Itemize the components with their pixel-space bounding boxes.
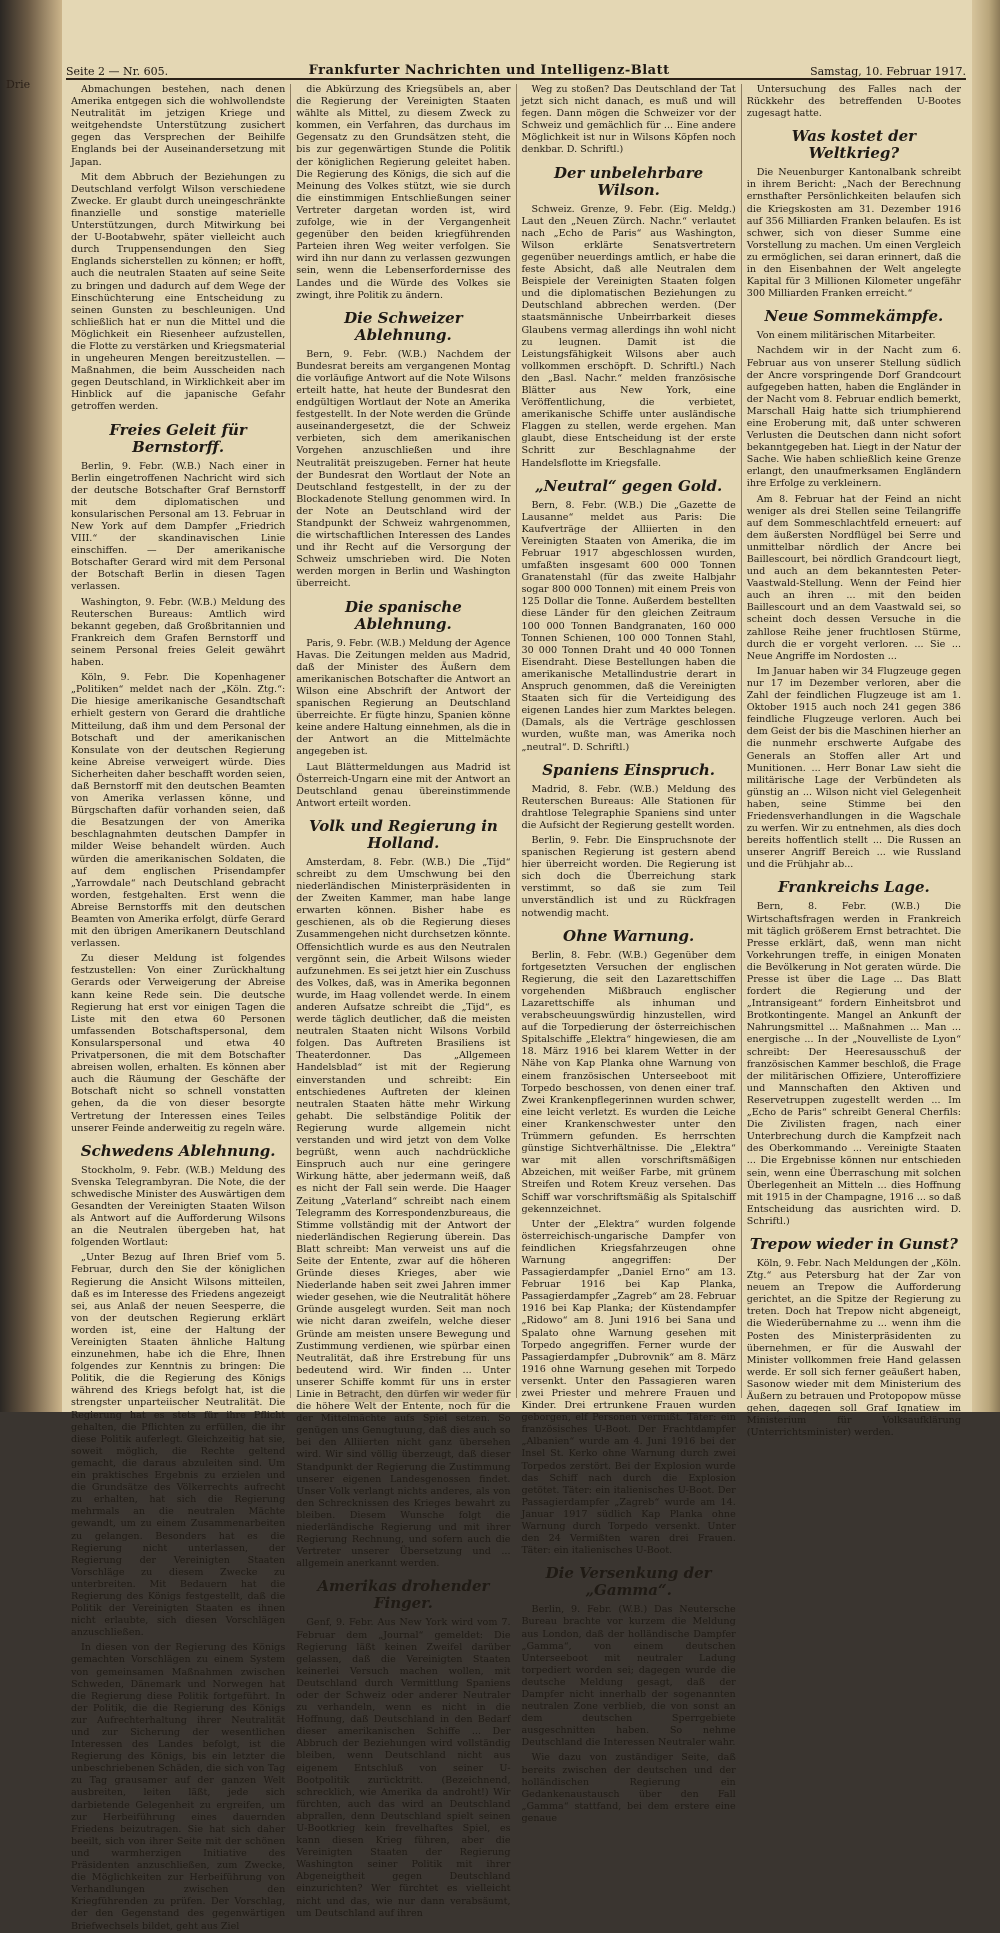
article-paragraph: Von einem militärischen Mitarbeiter. (756, 330, 936, 342)
article-paragraph: Berlin, 9. Febr. (W.B.) Das Neutersche Bureau brachte vor kurzem die Meldung aus London, daß der holländische Dampfer „Gamma“, von einem deutschen Unterseeboot mit neutraler Ladung torpediert worden sei; dagegen wurde die deutsche Meldung gesagt, daß der Dampfer nicht innerhalb der sogenannten neutralen Zone verblieb, die von sonst an dem deutschen Sperrgebiete ausgeschnitten haben. So nehme Deutschland die Interessen Neutraler wahr. (521, 1604, 736, 1749)
article-paragraph: Berlin, 9. Febr. Die Einspruchsnote der spanischen Regierung ist gestern abend hier überreicht worden. Die Regierung ist sich doch die Überreichung stark verstimmt, so daß sie zum Teil unverständlich ist und zu Rückfragen notwendig macht. (521, 834, 736, 919)
next-page-edge (972, 0, 1000, 1412)
article-headline: Die spanische Ablehnung. (344, 597, 462, 633)
article-paragraph: Zu dieser Meldung ist folgendes festzustellen: Von einer Zurückhaltung Gerards oder Verweigerung der Abreise kann keine Rede sein. Die deutsche Regierung hat erst vor einigen Tagen die Liste mit den etwa 60 Personen umfassenden Botschaftspersonal, dem Konsularspersonal und etwa 40 Privatpersonen, die mit dem Botschafter abreisen wollen, erhalten. Es können aber auch die Räumung der Geschäfte der Botschaft nicht so schnell vonstatten gehen, da die von dieser besorgte Vertretung der Interessen eines Teiles unserer Feinde anderweitig zu regeln wäre. (71, 953, 286, 1134)
article-paragraph: „Unter Bezug auf Ihren Brief vom 5. Februar, durch den Sie der königlichen Regierung die Ansicht Wilsons mitteilen, daß es im Interesse des Friedens angezeigt sei, aus Anlaß der neuen Seesperre, die von der deutschen Regierung erklärt worden ist, eine der Haltung der Vereinigten Staaten ähnliche Haltung einzunehmen, habe ich die Ehre, Ihnen folgendes zur Kenntnis zu bringen: Die Politik, die die Regierung des Königs während des Kriegs befolgt hat, ist die strengster unparteiischer Neutralität. Die Regierung hat es stets für ihre Pflicht gehalten, die Pflichten zu erfüllen, die ihr diese Politik auferlegt. Gleichzeitig hat sie, soweit möglich, die Rechte geltend gemacht, die daraus abzuleiten sind. Um ein praktisches Ergebnis zu erzielen und die Grundsätze des Völkerrechts aufrecht zu erhalten, hat sich die Regierung mehrmals an die neutralen Mächte gewandt, um zu einem Zusammenarbeiten zu gelangen. Besonders hat es die Regierung nicht unterlassen, der Regierung der Vereinigten Staaten Vorschläge zu diesem Zwecke zu unterbreiten. Mit Bedauern hat die Regierung des Königs festgestellt, daß die Politik der Vereinigten Staaten es ihnen nicht erlaubte, sich diesen Vorschlägen anzuschließen. (71, 1252, 286, 1639)
article-paragraph: Bern, 8. Febr. (W.B.) Die Wirtschaftsfragen werden in Frankreich mit täglich größerem Ernst betrachtet. Die Presse erklärt, daß, wenn man nicht Vorkehrungen treffe, in einigen Monaten die Bevölkerung in Not geraten würde. Die Presse ist über die Lage ... Das Blatt fordert die Regierung und der „Intransigeant“ fordern Einheitsbrot und Brotkontingente. Mangel an Ankunft der Nahrungsmittel ... Maßnahmen ... Man ... energische ... In der „Nouvelliste de Lyon“ schreibt: Der Heeresausschuß der französischen Kammer beschloß, die Frage der militärischen Offiziere, Unteroffiziere und Mannschaften den Aktiven und Reservetruppen zugestellt werden ... Im „Echo de Paris“ schreibt General Cherfils: Die Zivilisten fragen, nach einer Unterbrechung durch die Kampfzeit nach des Oberkommando ... Vereinigte Staaten ... Die Ergebnisse können nur entschieden sein, wenn eine Überraschung mit solchen Überlegenheit an Mitteln ... dies Hoffnung mit 1915 in der Champagne, 1916 ... so daß Entscheidung das ausrichten wird. D. Schriftl.) (746, 901, 962, 1227)
article-paragraph: Weg zu stoßen? Das Deutschland der Tat jetzt sich nicht danach, es muß und will fegen. Dann mögen die Schweizer vor der Schweiz und gemächlich für ... Eine andere Möglichkeit ist nur in Wilsons Köpfen noch denkbar. D. Schriftl.) (521, 84, 736, 156)
issue-date: Samstag, 10. Februar 1917. (810, 65, 966, 78)
article-headline: Schwedens Ablehnung. (80, 1141, 276, 1160)
column-3 (517, 84, 742, 1824)
paper-stain (342, 1390, 502, 1402)
page-header (66, 56, 966, 80)
article-paragraph: In diesen von der Regierung des Königs gemachten Vorschlägen zu einem System von gemeinsamen Maßnahmen zwischen Schweden, Dänemark und Norwegen hat die Regierung diese Politik fortgeführt. In der Politik, die die Regierung des Königs zur Aufrechterhaltung ihrer Neutralität und zur Sicherung der wesentlichen Interessen des Landes befolgt, ist die Regierung des Königs, bis ein letzter die unbeschriebenen Schäden, die sich von Tag zu Tag grausamer auf der ganzen Welt ausbreiten, leiten läßt, jede sich darbietende Gelegenheit zu ergreifen, um zur Herbeiführung eines dauernden Friedens beizutragen. Sie hat sich daher beeilt, sich von ihrer Seite mit der schönen und warmherzigen Initiative des Präsidenten anzuschließen, zum Zwecke, die Möglichkeiten zur Herbeiführung von Verhandlungen zwischen den Kriegführenden zu prüfen. Der Vorschlag, der den Gegenstand des gegenwärtigen Briefwechsels bildet, geht aus Ziel (71, 1642, 286, 1932)
newspaper-page (62, 0, 972, 1932)
article-paragraph: Mit dem Abbruch der Beziehungen zu Deutschland verfolgt Wilson verschiedene Zwecke. Er glaubt durch uneingeschränkte finanzielle und sonstige materielle Unterstützungen, durch Mitwirkung bei der U-Bootabwehr, später vielleicht auch durch Truppensendungen den Sieg Englands sicherstellen zu können; er hofft, auch die neutralen Staaten auf seine Seite zu bringen und dadurch auf dem Wege der Einschüchterung eine Entscheidung zu seinen Gunsten zu beschleunigen. Und schließlich hat er nun die Mittel und die Möglichkeit ein Riesenheer aufzustellen, die Flotte zu verstärken und Kriegsmaterial in ungeheuren Mengen bereitzustellen. — Maßnahmen, die beim Ausscheiden nach gegen Deutschland, in Wirklichkeit aber im Hinblick auf die japanische Gefahr getroffen werden. (71, 171, 286, 413)
article-paragraph: Stockholm, 9. Febr. (W.B.) Meldung des Svenska Telegrambyran. Die Note, die der schwedische Minister des Auswärtigen dem Gesandten der Vereinigten Staaten Wilson als Antwort auf die Aufforderung Wilsons an die Neutralen übergeben hat, hat folgenden Wortlaut: (71, 1164, 286, 1249)
article-headline: Trepow wieder in Gunst? (749, 1234, 958, 1253)
masthead-title: Frankfurter Nachrichten und Intelligenz-Blatt (308, 63, 670, 78)
article-headline: Frankreichs Lage. (778, 878, 930, 897)
article-paragraph: Untersuchung des Falles nach der Rückkehr des betreffenden U-Bootes zugesagt hatte. (746, 84, 961, 120)
page-number: Seite 2 — Nr. 605. (66, 65, 169, 78)
article-headline: Die Versenkung der „Gamma“. (545, 1564, 712, 1600)
article-paragraph: Schweiz. Grenze, 9. Febr. (Eig. Meldg.) Laut den „Neuen Zürch. Nachr.“ verlautet nach „Echo de Paris“ aus Washington, Wilson erklärte Senatsvertretern gegenüber neuerdings amtlich, er habe die feste Absicht, daß alle Neutralen dem Beispiele der Vereinigten Staaten folgen und die diplomatischen Beziehungen zu Deutschland abbrechen werden. (Der staatsmännische Unbeirrbarkeit dieses Glaubens vermag allerdings ihn wohl nicht zu leugnen. Damit ist die Leistungsfähigkeit Wilsons aber auch vollkommen erschöpft. D. Schriftl.) Nach den „Basl. Nachr.“ melden französische Blätter aus New York, eine Veröffentlichung, die verbietet, amerikanische Schiffe unter ausländische Flaggen zu stellen, werde ergehen. Man glaubt, diese Entscheidung ist der erste Schritt zur Beschlagnahme der Handelsflotte im Kriegsfalle. (521, 203, 736, 469)
article-paragraph: Madrid, 8. Febr. (W.B.) Meldung des Reuterschen Bureaus: Alle Stationen für drahtlose Telegraphie Spaniens sind unter die Aufsicht der Regierung gestellt worden. (521, 783, 736, 831)
article-paragraph: Washington, 9. Febr. (W.B.) Meldung des Reuterschen Bureaus: Amtlich wird bekannt gegeben, daß Großbritannien und Frankreich dem Grafen Bernstorff und seinem Personal freies Geleit gewährt haben. (71, 596, 286, 669)
article-paragraph: Am 8. Februar hat der Feind an nicht weniger als drei Stellen seine Teilangriffe auf dem Sommeschlachtfeld erneuert: auf dem äußersten Nordflügel bei Serre und unmittelbar nördlich der Ancre bei Baillescourt, bei nördlich Grandcourt liegt, und auch an dem bekanntesten Peter-Vaastwald-Stellung. Wenn der Feind hier auch an ihren ... mit den beiden Baillescourt und an dem Vaastwald sei, so scheint doch dessen Versuche in die zahllose Reihe jener fruchtlosen Stürme, durch die er vorgeht verloren. ... Sie ... Neue Angriffe im Nordosten ... (746, 493, 961, 662)
article-headline: Spaniens Einspruch. (542, 760, 716, 779)
article-headline: „Neutral“ gegen Gold. (534, 476, 723, 495)
article-paragraph: Laut Blättermeldungen aus Madrid ist Österreich-Ungarn eine mit der Antwort an Deutschland genau übereinstimmende Antwort erteilt worden. (296, 761, 511, 809)
article-paragraph: Berlin, 9. Febr. (W.B.) Nach einer in Berlin eingetroffenen Nachricht wird sich der deutsche Botschafter Graf Bernstorff mit dem diplomatischen und konsularischen Personal am 13. Februar in New York auf dem Dampfer „Friedrich VIII.“ der skandinavischen Linie einschiffen. — Der amerikanische Botschafter Gerard wird mit dem Personal der Botschaft Berlin in diesen Tagen verlassen. (71, 460, 286, 593)
column-4 (742, 84, 966, 1439)
article-paragraph: Köln, 9. Febr. Die Kopenhagener „Politiken“ meldet nach der „Köln. Ztg.“: Die hiesige amerikanische Gesandtschaft erhielt gestern von Gerard die drahtliche Mitteilung, daß ihm und dem Personal der Botschaft und der amerikanischen Konsulate von der deutschen Regierung keine Abreise verweigert würde. Dies Sicherheiten daher beschafft worden seien, daß Bernstorff mit den deutschen Beamten von Amerika verlassen könne, und Bürgschaften dafür vorhanden seien, daß die Besatzungen der von Amerika beschlagnahmten deutschen Dampfer in milder Weise behandelt würden. Auch würden die amerikanischen Soldaten, die auf dem englischen Prisendampfer „Yarrowdale“ nach Deutschland gebracht worden, festgehalten. Erst wenn die Abreise Bernstorffs mit den deutschen Beamten von Amerika erfolgt, dürfe Gerard mit den übrigen Amerikanern Deutschland verlassen. (71, 672, 286, 950)
column-2 (291, 84, 516, 1919)
article-paragraph: die Abkürzung des Kriegsübels an, aber die Regierung der Vereinigten Staaten wählte als Mittel, zu diesem Zweck zu kommen, ein Verfahren, das durchaus im Gegensatz zu den Grundsätzen steht, die bis zur gegenwärtigen Stunde die Politik der königlichen Regierung geleitet haben. Die Regierung des Königs, die sich auf die Meinung des Volkes stützt, wie sie durch die einstimmigen Entschließungen seiner Vertreter dargetan worden ist, wird zufolge, wie in der Vergangenheit gegenüber den beiden kriegführenden Parteien ihren Weg weiter verfolgen. Sie wird ihn nur dann zu verlassen gezwungen sein, wenn die Lebenserfordernisse des Landes und die Würde des Volkes sie zwingt, ihre Politik zu ändern. (296, 84, 511, 301)
article-headline: Neue Sommekämpfe. (764, 307, 944, 326)
article-paragraph: Nachdem wir in der Nacht zum 6. Februar aus von unserer Stellung südlich der Ancre vorspringende Dorf Grandcourt aufgegeben hatten, haben die Engländer in der Nacht vom 8. Februar endlich bemerkt, Marschall Haig hatte sich triumphierend eine Eroberung mit, daß unter schweren Verlusten die Deutschen dann nicht sofort bekanntgegeben hat. Liegt in der Natur der Sache. Wie haben schließlich keine Grenze erlangt, den unaufmerksamen Engländern ihre Erfolge zu verkleinern. (746, 345, 961, 490)
column-1 (66, 84, 291, 1932)
article-paragraph: Im Januar haben wir 34 Flugzeuge gegen nur 17 im Dezember verloren, aber die Zahl der feindlichen Flugzeuge ist am 1. Oktober 1915 auch noch 241 gegen 386 feindliche Flugzeuge verloren. Auch bei dem Geist der bis die Maschinen hierher an die nunmehr erschwerte Aufgabe des Generals an Stoffen aller Art und Munitionen. ... Herr Bonar Law sieht die militärische Lage der Verbündeten als günstig an ... Wilson nicht viel Gelegenheit haben, seine Stimme bei den Friedensverhandlungen in die Wagschale zu werfen. Wir zu entnehmen, als dies doch bereits hoffentlich stellt ... Die Russen an unserer Angriff Bereich ... wie Russland und die Frühjahr ab... (746, 665, 961, 871)
article-headline: Der unbelehrbare Wilson. (554, 163, 704, 199)
article-paragraph: Paris, 9. Febr. (W.B.) Meldung der Agence Havas. Die Zeitungen melden aus Madrid, daß der Minister des Äußern dem amerikanischen Botschafter die Antwort an Wilson eine Abschrift der Antwort der spanischen Regierung an Deutschland überreichte. Er fügte hinzu, Spanien könne keine andere Haltung einnehmen, als die in der Antwort an die Mittelmächte angegeben ist. (296, 637, 511, 758)
article-headline: Was kostet der Weltkrieg? (791, 127, 917, 163)
article-paragraph: Amsterdam, 8. Febr. (W.B.) Die „Tijd“ schreibt zu dem Umschwung bei den niederländischen Ministerpräsidenten in der Zweiten Kammer, man habe lange erwarten können. Bisher habe es geschienen, als ob die Regierung dieses Zusammengehen nicht durchsetzen könnte. Offensichtlich wurde es aus den Neutralen vergönnt sein, die Arbeit Wilsons wieder aufzunehmen. Es sei jetzt hier ein Zuschuss des Volkes, daß, was in Amerika begonnen wurde, im Haag vollendet werde. In einem anderen Aufsatze schreibt die „Tijd“, es werde täglich deutlicher, daß die meisten neutralen Staaten nicht Wilsons Vorbild folgen. Das Auftreten Brasiliens ist Theaterdonner. Das „Allgemeen Handelsblad“ ist mit der Regierung einverstanden und schreibt: Ein entschiedenes Auftreten der kleinen neutralen Staaten hätte mehr Wirkung gehabt. Die selbständige Politik der Regierung wurde allgemein nicht verstanden und wird jetzt von dem Volke begrüßt, wenn auch nachdrückliche Einspruch auch nur eine geringere Wirkung hätte, aber jedermann weiß, daß es nicht der Fall sein werde. Die Haager Zeitung „Vaterland“ schreibt nach einem Telegramm des Korrespondenzbureaus, die Stimme vollständig mit der Antwort der niederländischen Regierung überein. Das Blatt schreibt: Man verweist uns auf die Seite der Entente, zwar auf die höheren Gründe dieses Krieges, aber wie Niederlande haben seit zwei Jahren immer wieder gesehen, wie die Neutralität höhere Gründe ausgelegt wurden. Seit man noch wie nicht daran zweifeln, welche dieser Gründe am meisten unsere Bewegung und Zustimmung verdienen, wie spürbar einen Neutralität, daß ihre Erstrebung für uns bedeutend wird. Wir finden ... Unter unserer Schiffe kommt für uns in erster Linie in Betracht, den dürfen wir weder für die höhere Welt der Entente, noch für die der Mittelmächte aufs Spiel setzen. So genügen uns Genugtuung, daß dies auch so bei den Alliierten nicht ganz übersehen wird. Wir sind völlig überzeugt, daß dieser Standpunkt der Regierung die Zustimmung unserer eigenen Landesgenossen findet. Unser Volk verlangt nichts anderes, als von den Schrecknissen des Krieges bewahrt zu bleiben. Diesem Wunsche folgt die niederländische Regierung und mit ihrer Regierung Rechnung, und sofern auch die Vertreter unserer Übersetzung und ... allgemein anerkannt werden. (296, 856, 511, 1570)
spine-fragment: Drie (6, 78, 31, 91)
article-headline: Amerikas drohender Finger. (317, 1577, 490, 1613)
article-paragraph: Bern, 8. Febr. (W.B.) Die „Gazette de Lausanne“ meldet aus Paris: Die Kaufverträge der Alliierten in den Vereinigten Staaten von Amerika, die im Februar 1917 abgeschlossen wurden, umfaßten insgesamt 600 000 Tonnen Granatenstahl (für das zweite Halbjahr sogar 800 000 Tonnen) mit einem Preis von 125 Dollar die Tonne. Außerdem bestellten diese Länder für den gleichen Zeitraum 100 000 Tonnen Bandgranaten, 160 000 Tonnen Schienen, 100 000 Tonnen Stahl, 30 000 Tonnen Draht und 40 000 Tonnen Eisendraht. Diese Bestellungen haben die amerikanische Metallindustrie derart in Anspruch genommen, daß die Vereinigten Staaten sich für die Verteidigung des eigenen Landes hier zum Marktes belegen. (Damals, als die Verträge geschlossen wurden, wußte man, was Amerika noch „neutral“. D. Schriftl.) (521, 499, 736, 753)
article-headline: Freies Geleit für Bernstorff. (109, 420, 247, 456)
article-paragraph: Unter der „Elektra“ wurden folgende österreichisch-ungarische Dampfer von feindlichen Kriegsfahrzeugen ohne Warnung angegriffen: Der Passagierdampfer „Daniel Erno“ am 13. Februar 1916 bei Kap Planka, Passagierdampfer „Zagreb“ am 28. Februar 1916 bei Kap Planka; der Küstendampfer „Ridowo“ am 8. Juni 1916 bei Sana und Spalato ohne Warnung gesehen mit Torpedo angegriffen. Ferner wurde der Passagierdampfer „Dubrovnik“ am 8. März 1916 ohne Warnung gesehen mit Torpedo versenkt. Unter den Passagieren waren zwei Priester und mehrere Frauen und Kinder. Drei ertrunkene Frauen wurden geborgen, elf Personen vermißt. Täter: ein französisches U-Boot. Der Frachtdampfer „Albanien“ wurde am 4. Juni 1916 bei der Insel St. Kerko ohne Warnung durch zwei Torpedos zerstört. Bei der Explosion wurde das Schiff nach durch die Explosion getötet. Täter: ein italienisches U-Boot. Der Passagierdampfer „Zagreb“ wurde am 14. Januar 1917 südlich Kap Planka ohne Warnung durch Torpedo versenkt. Unter den 24 Vermißten waren drei Frauen. Täter: ein italienisches U-Boot. (521, 1218, 736, 1557)
article-headline: Ohne Warnung. (563, 926, 695, 945)
article-columns (66, 84, 966, 1932)
article-paragraph: Wie dazu von zuständiger Seite, daß bereits zwischen der deutschen und der holländischen Regierung ein Gedankenaustausch über den Fall „Gamma“ stattfand, bei dem erstere eine genaue (521, 1752, 736, 1824)
article-paragraph: Genf, 9. Febr. Aus New York wird vom 7. Februar dem „Journal“ gemeldet: Die Regierung läßt keinen Zweifel darüber gelassen, daß die Vereinigten Staaten keinerlei Versuch machen wollen, mit Deutschland durch Vermittlung Spaniens oder der Schweiz oder anderer Neutraler zu verhandeln, wenn es nicht in die Hoffnung, daß Deutschland in den Bedarf dieser amerikanischen Schiffe ... Der Abbruch der Beziehungen wird vollständig bleiben, wenn Deutschland nicht aus eigenem Entschluß von seiner U-Bootpolitik zurücktritt. (Bezeichnend, schrecklich, wie Amerika da androht!) Wir fürchten, auch das wird an Deutschland abprallen, denn Deutschland spielt seinen U-Bootkrieg kein frevelhaftes Spiel, es kann diesen Krieg führen, aber die Vereinigten Staaten der Regierung Washington seiner Politik mit ihrer Abgeneigtheit gegen Deutschland einzurichten? Wer fürchtet es vielleicht nicht und das, wie nur dann verabsäumt, um Deutschland auf ihren (296, 1617, 511, 1919)
article-paragraph: Berlin, 8. Febr. (W.B.) Gegenüber dem fortgesetzten Versuchen der englischen Regierung, die seit den Lazarettschiffen vorgehenden Mißbrauch englischer Lazarettschiffe als inhuman und verabscheuungswürdig hinzustellen, wird auf die Torpedierung der österreichischen Spitalschiffe „Elektra“ hingewiesen, die am 18. März 1916 bei klarem Wetter in der Nähe von Kap Planka ohne Warnung von einem französischen Unterseeboot mit Torpedo beschossen, von denen einer traf. Zwei Krankenpflegerinnen wurden schwer, eine leicht verletzt. Es wurden die Leiche einer Krankenschwester unter den Trümmern gefunden. Es herrschten günstige Sichtverhältnisse. Die „Elektra“ war mit allen vorschriftsmäßigen Abzeichen, mit weißer Farbe, mit grünem Streifen und Rotem Kreuz versehen. Das Schiff war vorschriftsmäßig als Spitalschiff gekennzeichnet. (521, 949, 736, 1215)
article-paragraph: Abmachungen bestehen, nach denen Amerika entgegen sich die wohlwollendste Neutralität im jetzigen Kriege und weitgehendste Unterstützung zusichert gegen das Versprechen der Beihilfe Englands bei der Auseinandersetzung mit Japan. (71, 84, 286, 168)
article-headline: Die Schweizer Ablehnung. (344, 308, 463, 344)
article-headline: Volk und Regierung in Holland. (308, 816, 498, 852)
article-paragraph: Köln, 9. Febr. Nach Meldungen der „Köln. Ztg.“ aus Petersburg hat der Zar von neuem an Trepow die Aufforderung gerichtet, an die Spitze der Regierung zu treten. Doch hat Trepow nicht abgeneigt, die Wiederübernahme zu ... wenn ihm die Posten des Ministerpräsidenten zu übernehmen, er für die Auswahl der Minister vollkommen freie Hand gelassen werde. Er soll sich ferner geäußert haben, Sasonow wieder mit dem Ministerium des Äußern zu betrauen und Protopopow müsse gehen, dagegen soll Graf Ignatiew im Ministerium für Volksaufklärung (Unterrichtsminister) werden. (746, 1257, 961, 1439)
article-paragraph: Bern, 9. Febr. (W.B.) Nachdem der Bundesrat bereits am vergangenen Montag die vorläufige Antwort auf die Note Wilsons erteilt hatte, hat heute der Bundesrat den endgültigen Wortlaut der Note an Amerika festgestellt. In der Note werden die Gründe auseinandergesetzt, die der Schweiz verbieten, sich dem amerikanischen Vorgehen anzuschließen und ihre Neutralität preiszugeben. Ferner hat heute der Bundesrat den Wortlaut der Note an Deutschland festgestellt, in der zu der Blockadenote Stellung genommen wird. In der Note an Deutschland wird der Standpunkt der Schweiz wahrgenommen, die wirtschaftlichen Interessen des Landes und ihr Recht auf die Versorgung der Schweiz umschrieben wird. Die Noten werden morgen in Berlin und Washington überreicht. (296, 348, 511, 590)
book-spine (0, 0, 62, 1412)
article-paragraph: Die Neuenburger Kantonalbank schreibt in ihrem Bericht: „Nach der Berechnung ernsthafter Persönlichkeiten belaufen sich die Kriegskosten am 31. Dezember 1916 auf 356 Milliarden Franken belaufen. Es ist schwer, sich von dieser Summe eine Vorstellung zu machen. Um einen Vergleich zu ermöglichen, sei daran erinnert, daß die in den Eisenbahnen der Welt angelegte Kapital für 3 Millionen Kilometer ungefähr 300 Milliarden Franken erreicht.“ (746, 167, 961, 300)
